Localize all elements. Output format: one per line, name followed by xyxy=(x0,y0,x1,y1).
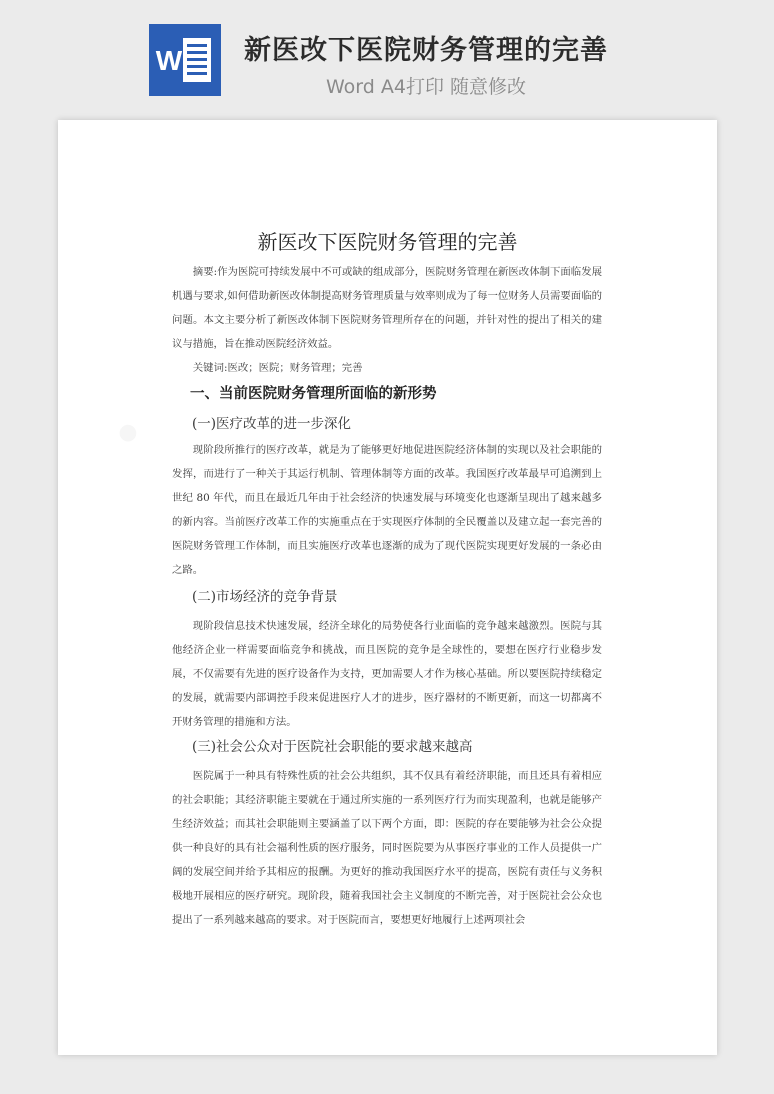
watermark xyxy=(113,417,142,448)
document-title: 新医改下医院财务管理的完善 xyxy=(257,230,518,254)
header-title: 新医改下医院财务管理的完善 xyxy=(244,35,608,66)
keywords-line: 关键词:医改；医院；财务管理；完善 xyxy=(192,362,363,374)
subsection-body-3: 医院属于一种具有特殊性质的社会公共组织，其不仅具有着经济职能，而且还具有着相应的社会职能；其经济职能主要就在于通过所实施的一系列医疗行为而实现盈利，也就是能够产生经济效益；而其社会职能则主要涵盖了以下两个方面，即：医院的存在要能够为社会公众提供一种良好的具有社会福利性质的医疗服务，同时医院要为从事医疗事业的工作人员提供一广阔的发展空间并给予其相应的报酬。为更好的推动我国医疗水平的提高，医院有责任与义务积极地开展相应的医疗研究。现阶段，随着我国社会主义制度的不断完善，对于医院社会公众也提出了一系列越来越高的要求。对于医院而言，要想更好地履行上述两项社会 xyxy=(172,770,602,926)
abstract-paragraph: 摘要:作为医院可持续发展中不可或缺的组成部分，医院财务管理在新医改体制下面临发展机遇与要求,如何借助新医改体制提高财务管理质量与效率则成为了每一位财务人员需要面临的问题。本文主要分析了新医改体制下医院财务管理所存在的问题，并针对性的提出了相关的建议与措施，旨在推动医院经济效益。 xyxy=(172,266,602,350)
header-subtitle: Word A4打印 随意修改 xyxy=(326,76,527,98)
document-page xyxy=(58,120,717,1055)
subsection-heading-2: (二)市场经济的竞争背景 xyxy=(192,589,338,605)
subsection-heading-1: (一)医疗改革的进一步深化 xyxy=(192,416,352,432)
subsection-heading-3: (三)社会公众对于医院社会职能的要求越来越高 xyxy=(192,739,473,755)
section-heading-1: 一、当前医院财务管理所面临的新形势 xyxy=(190,386,437,402)
word-icon-letter: W xyxy=(155,45,183,76)
header xyxy=(0,0,774,118)
subsection-body-2: 现阶段信息技术快速发展，经济全球化的局势使各行业面临的竞争越来越激烈。医院与其他经济企业一样需要面临竞争和挑战，而且医院的竞争是全球性的，要想在医疗行业稳步发展，不仅需要有先进的医疗设备作为支持，更加需要人才作为核心基础。所以要医院持续稳定的发展，就需要内部调控手段来促进医疗人才的进步，医疗器材的不断更新，而这一切都离不开财务管理的措施和方法。 xyxy=(172,620,602,728)
subsection-body-1: 现阶段所推行的医疗改革，就是为了能够更好地促进医院经济体制的实现以及社会职能的发挥，而进行了一种关于其运行机制、管理体制等方面的改革。我国医疗改革最早可追溯到上世纪 80 年代，而且在最近几年由于社会经济的快速发展与环境变化也逐渐呈现出了越来越多的新内容。当前医疗改革工作的实施重点在于实现医疗体制的全民覆盖以及建立起一套完善的医院财务管理工作体制，而且实施医疗改革也逐渐的成为了现代医院实现更好发展的一条必由之路。 xyxy=(172,444,602,576)
word-icon xyxy=(149,24,221,96)
